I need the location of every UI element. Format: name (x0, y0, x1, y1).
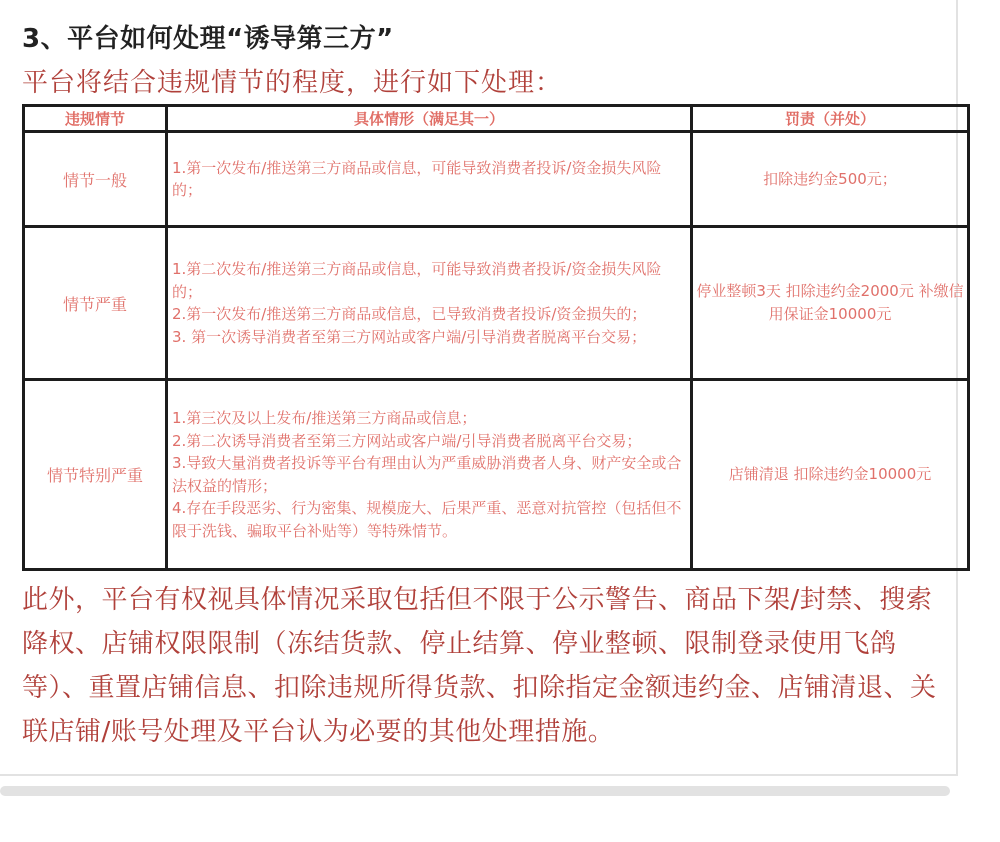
detail-line: 2.第二次诱导消费者至第三方网站或客户端/引导消费者脱离平台交易； (172, 431, 642, 450)
detail-line: 1.第三次及以上发布/推送第三方商品或信息； (172, 409, 477, 427)
fine-line: 停业整顿3天 (696, 282, 781, 300)
detail-cell (167, 227, 692, 380)
fine-cell (692, 380, 969, 570)
detail-cell (167, 380, 692, 570)
intro-text: 平台将结合违规情节的程度，进行如下处理： (22, 68, 563, 98)
table-row (24, 132, 969, 227)
table-row (24, 380, 969, 570)
header-fine: 罚责（并处） (692, 106, 969, 132)
fine-line: 补缴信用保证金10000元 (768, 282, 964, 323)
detail-cell (167, 132, 692, 227)
fine-cell (692, 132, 969, 227)
level-cell: 情节特别严重 (24, 380, 167, 570)
header-level: 违规情节 (24, 106, 167, 132)
detail-line: 1.第二次发布/推送第三方商品或信息，可能导致消费者投诉/资金损失风险的； (172, 260, 662, 301)
header-detail: 具体情形（满足其一） (167, 106, 692, 132)
horizontal-scrollbar[interactable] (0, 786, 950, 796)
detail-line: 3.导致大量消费者投诉等平台有理由认为严重威胁消费者人身、财产安全或合法权益的情形； (172, 454, 682, 495)
table-row (24, 227, 969, 380)
level-cell: 情节一般 (24, 132, 167, 227)
detail-line: 1.第一次发布/推送第三方商品或信息，可能导致消费者投诉/资金损失风险的； (172, 158, 662, 199)
footer-paragraph: 此外，平台有权视具体情况采取包括但不限于公示警告、商品下架/封禁、搜索降权、店铺权限限制（冻结货款、停止结算、停业整顿、限制登录使用飞鸽等）、重置店铺信息、扣除违规所得货款、扣除指定金额违约金、店铺清退、关联店铺/账号处理及平台认为必要的其他处理措施。 (22, 585, 937, 747)
fine-cell (692, 227, 969, 380)
detail-line: 4.存在手段恶劣、行为密集、规模庞大、后果严重、恶意对抗管控（包括但不限于洗钱、骗取平台补贴等）等特殊情节。 (172, 499, 682, 540)
table-header-row (24, 106, 969, 132)
section-heading: 3、平台如何处理“诱导第三方” (22, 24, 394, 54)
detail-line: 3. 第一次诱导消费者至第三方网站或客户端/引导消费者脱离平台交易； (172, 327, 647, 346)
fine-line: 扣除违约金10000元 (793, 465, 932, 483)
level-cell: 情节严重 (24, 227, 167, 380)
fine-line: 扣除违约金2000元 (785, 282, 914, 300)
detail-line: 2.第一次发布/推送第三方商品或信息，已导致消费者投诉/资金损失的； (172, 305, 647, 323)
penalty-table (22, 104, 970, 571)
fine-line: 扣除违约金500元； (763, 169, 897, 188)
fine-line: 店铺清退 (728, 465, 789, 483)
